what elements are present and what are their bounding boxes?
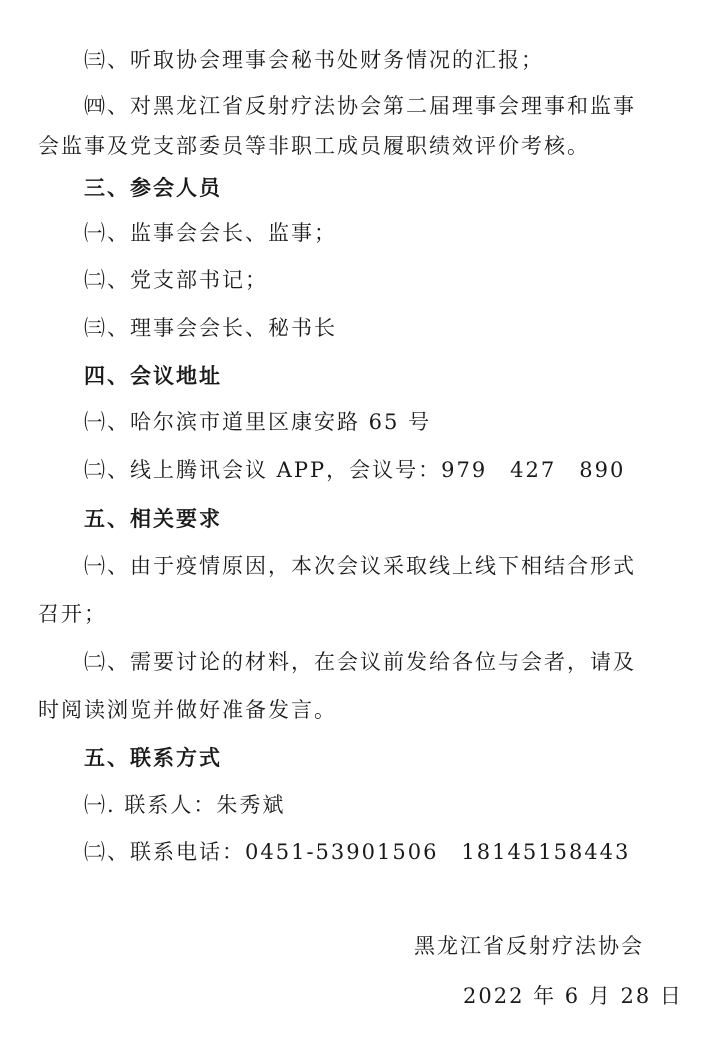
- contact-phone: ㈡、联系电话：0451-53901506 18145158443: [84, 840, 631, 864]
- item-4-evaluation-line2: 会监事及党支部委员等非职工成员履职绩效评价考核。: [38, 134, 590, 158]
- signature-date: 2022 年 6 月 28 日: [463, 984, 683, 1008]
- requirement-item-2-line1: ㈡、需要讨论的材料，在会议前发给各位与会者，请及: [84, 650, 636, 674]
- requirement-item-1-line2: 召开；: [38, 602, 107, 626]
- attendee-item-3: ㈢、理事会会长、秘书长: [84, 316, 337, 340]
- section-heading-address: 四、会议地址: [84, 363, 222, 388]
- address-item-1: ㈠、哈尔滨市道里区康安路 65 号: [84, 410, 432, 434]
- address-item-2: ㈡、线上腾讯会议 APP，会议号：979 427 890: [84, 458, 626, 482]
- requirement-item-1-line1: ㈠、由于疫情原因，本次会议采取线上线下相结合形式: [84, 554, 636, 578]
- item-4-evaluation-line1: ㈣、对黑龙江省反射疗法协会第二届理事会理事和监事: [84, 94, 636, 118]
- section-heading-contact: 五、联系方式: [84, 745, 222, 770]
- section-heading-attendees: 三、参会人员: [84, 175, 222, 200]
- signature-organization: 黑龙江省反射疗法协会: [414, 934, 644, 958]
- attendee-item-1: ㈠、监事会会长、监事；: [84, 221, 337, 245]
- requirement-item-2-line2: 时阅读浏览并做好准备发言。: [38, 698, 337, 722]
- attendee-item-2: ㈡、党支部书记；: [84, 268, 268, 292]
- item-3-report: ㈢、听取协会理事会秘书处财务情况的汇报；: [84, 48, 544, 72]
- section-heading-requirements: 五、相关要求: [84, 506, 222, 531]
- contact-person: ㈠. 联系人：朱秀斌: [84, 793, 286, 817]
